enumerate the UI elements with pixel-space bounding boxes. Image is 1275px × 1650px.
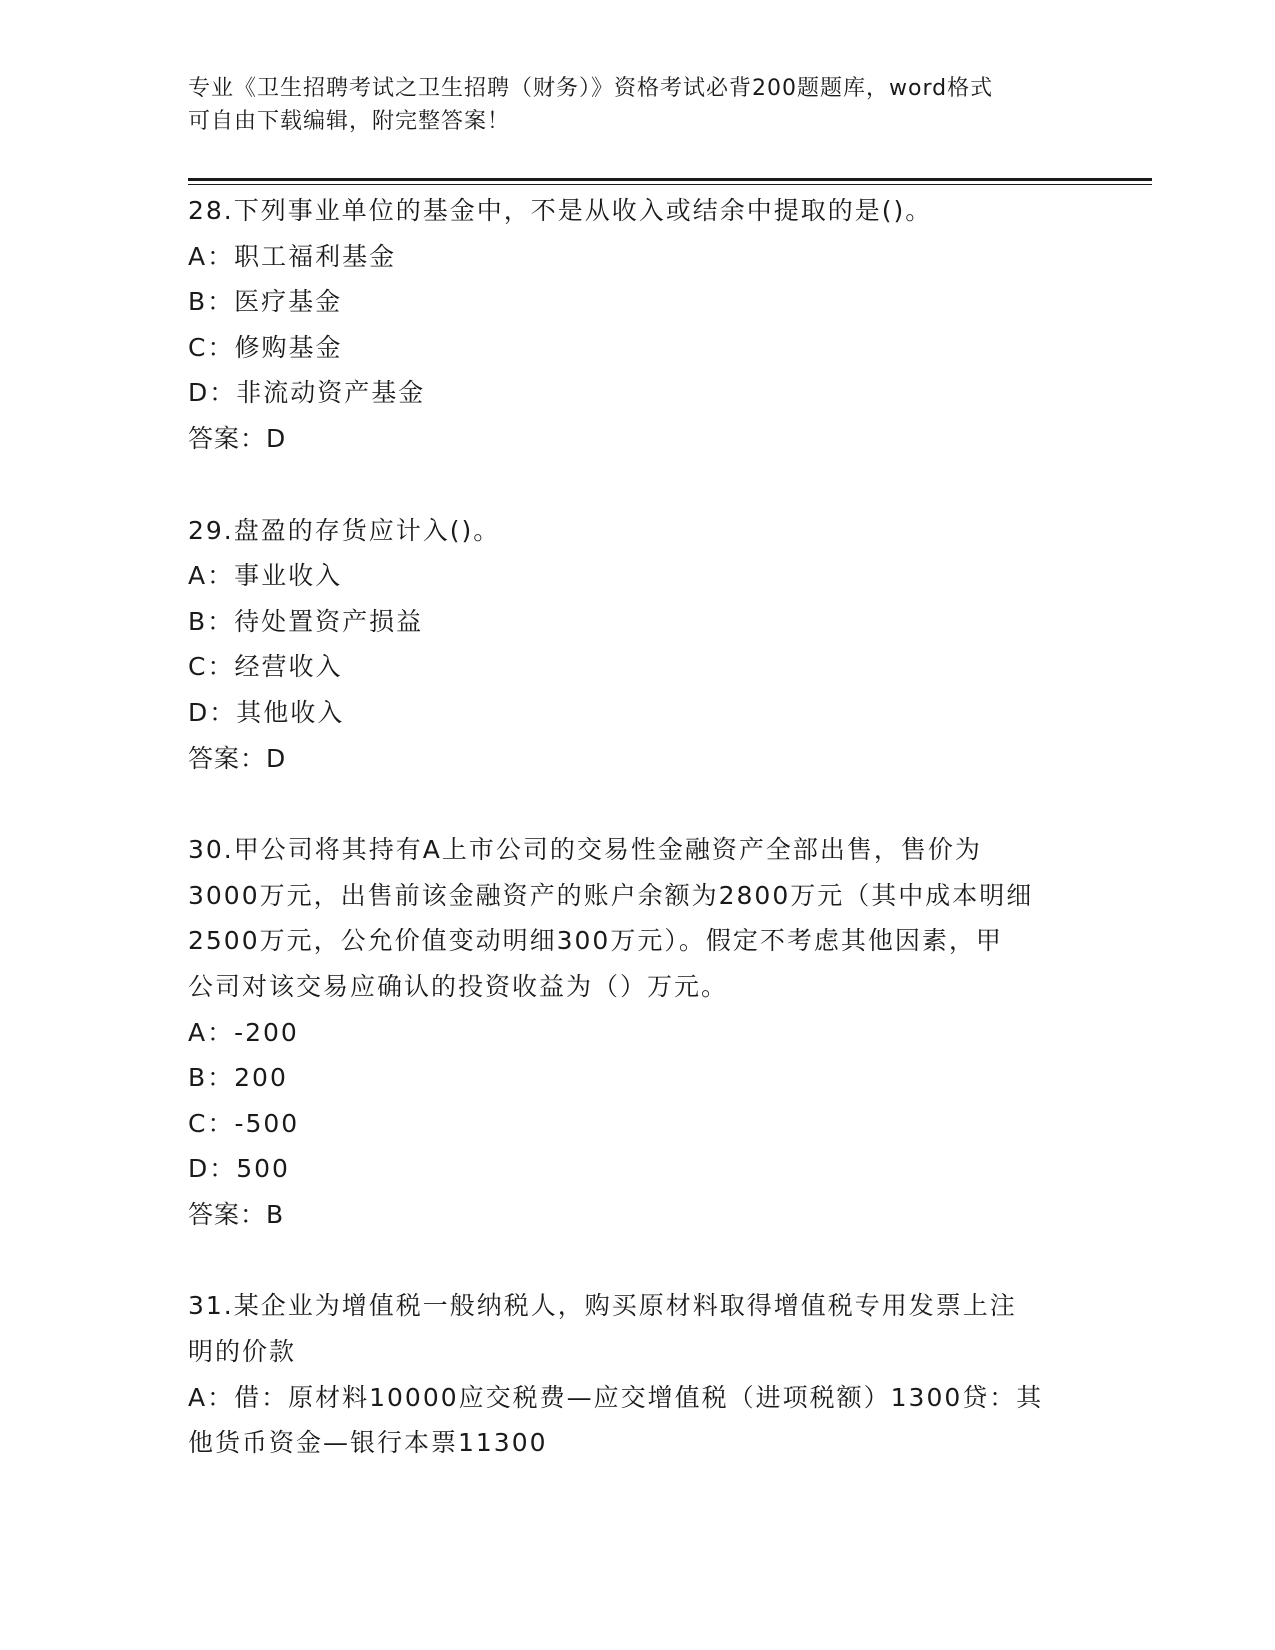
- option-b: B：200: [188, 1063, 288, 1093]
- option-b: B：待处置资产损益: [188, 606, 424, 636]
- stem-line: 3000万元，出售前该金融资产的账户余额为2800万元（其中成本明细: [188, 880, 1034, 910]
- header-line-1: 专业《卫生招聘考试之卫生招聘（财务）》资格考试必背200题题库，word格式: [188, 76, 994, 101]
- question-28: [188, 188, 1088, 462]
- option-a: A：-200: [188, 1017, 299, 1047]
- option-c: C：经营收入: [188, 652, 343, 682]
- document-header: [188, 72, 1088, 138]
- option-c: C：-500: [188, 1108, 300, 1138]
- option-a: A：职工福利基金: [188, 241, 397, 271]
- header-line-2: 可自由下载编辑，附完整答案！: [188, 109, 511, 134]
- header-divider-thick: [188, 178, 1152, 181]
- question-stem: [188, 1283, 1088, 1374]
- option-d: D：其他收入: [188, 697, 345, 727]
- question-list: [188, 188, 1088, 1512]
- option-d: D：非流动资产基金: [188, 378, 426, 408]
- question-stem: [188, 827, 1088, 1009]
- option-d: D：500: [188, 1154, 290, 1184]
- option-a: A：借：原材料10000应交税费—应交增值税（进项税额）1300贷：其: [188, 1382, 1044, 1412]
- header-divider-thin: [188, 184, 1152, 185]
- stem-line: 明的价款: [188, 1337, 297, 1367]
- answer-line: 答案：B: [188, 1199, 285, 1229]
- stem-line: 28.下列事业单位的基金中，不是从收入或结余中提取的是()。: [188, 196, 933, 225]
- stem-line: 2500万元，公允价值变动明细300万元）。假定不考虑其他因素，甲: [188, 926, 1003, 956]
- option-b: B：医疗基金: [188, 287, 343, 317]
- answer-line: 答案：D: [188, 743, 287, 773]
- stem-line: 29.盘盈的存货应计入()。: [188, 515, 501, 545]
- question-29: [188, 508, 1088, 782]
- question-30: [188, 827, 1088, 1237]
- option-a-continued: 他货币资金—银行本票11300: [188, 1428, 548, 1458]
- question-stem: [188, 508, 1088, 554]
- answer-line: 答案：D: [188, 423, 287, 453]
- question-31: [188, 1283, 1088, 1465]
- option-c: C：修购基金: [188, 332, 343, 362]
- stem-line: 31.某企业为增值税一般纳税人，购买原材料取得增值税专用发票上注: [188, 1291, 1017, 1321]
- stem-line: 30.甲公司将其持有A上市公司的交易性金融资产全部出售，售价为: [188, 835, 982, 865]
- option-a: A：事业收入: [188, 561, 343, 591]
- stem-line: 公司对该交易应确认的投资收益为（）万元。: [188, 971, 729, 1001]
- question-stem: [188, 188, 1088, 234]
